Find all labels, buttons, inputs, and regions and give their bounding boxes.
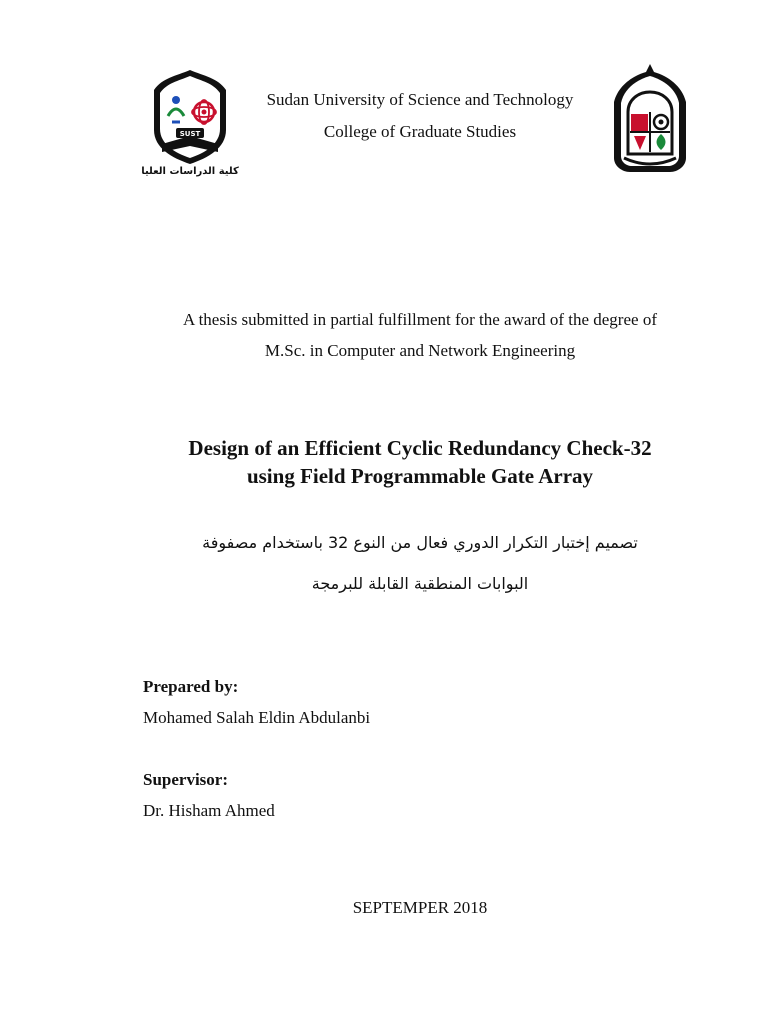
university-emblem-icon	[602, 62, 698, 176]
logo-badge-text: SUST	[179, 130, 201, 138]
supervisor-name: Dr. Hisham Ahmed	[143, 801, 275, 820]
degree-name: M.Sc. in Computer and Network Engineering	[264, 341, 576, 360]
prepared-by-label: Prepared by:	[143, 677, 239, 696]
arabic-title-line-2: البوابات المنطقية القابلة للبرمجة	[311, 574, 529, 593]
college-logo-caption: كلية الدراسات العليا	[141, 166, 239, 177]
thesis-title-line-2: using Field Programmable Gate Array	[246, 464, 594, 488]
college-name: College of Graduate Studies	[323, 122, 517, 141]
author-name: Mohamed Salah Eldin Abdulanbi	[143, 708, 371, 727]
thesis-title-line-1: Design of an Efficient Cyclic Redundancy Check-32	[188, 436, 652, 460]
university-name: Sudan University of Science and Technology	[266, 90, 574, 109]
supervisor-label: Supervisor:	[143, 770, 228, 789]
submission-statement: A thesis submitted in partial fulfillment for the award of the degree of	[183, 310, 657, 329]
arabic-title-line-1: تصميم إختبار التكرار الدوري فعال من النوع 32 باستخدام مصفوفة	[202, 533, 638, 552]
submission-date: SEPTEMPER 2018	[352, 898, 488, 917]
college-emblem-icon	[146, 66, 234, 182]
university-logo	[602, 62, 698, 176]
college-logo	[141, 66, 239, 182]
